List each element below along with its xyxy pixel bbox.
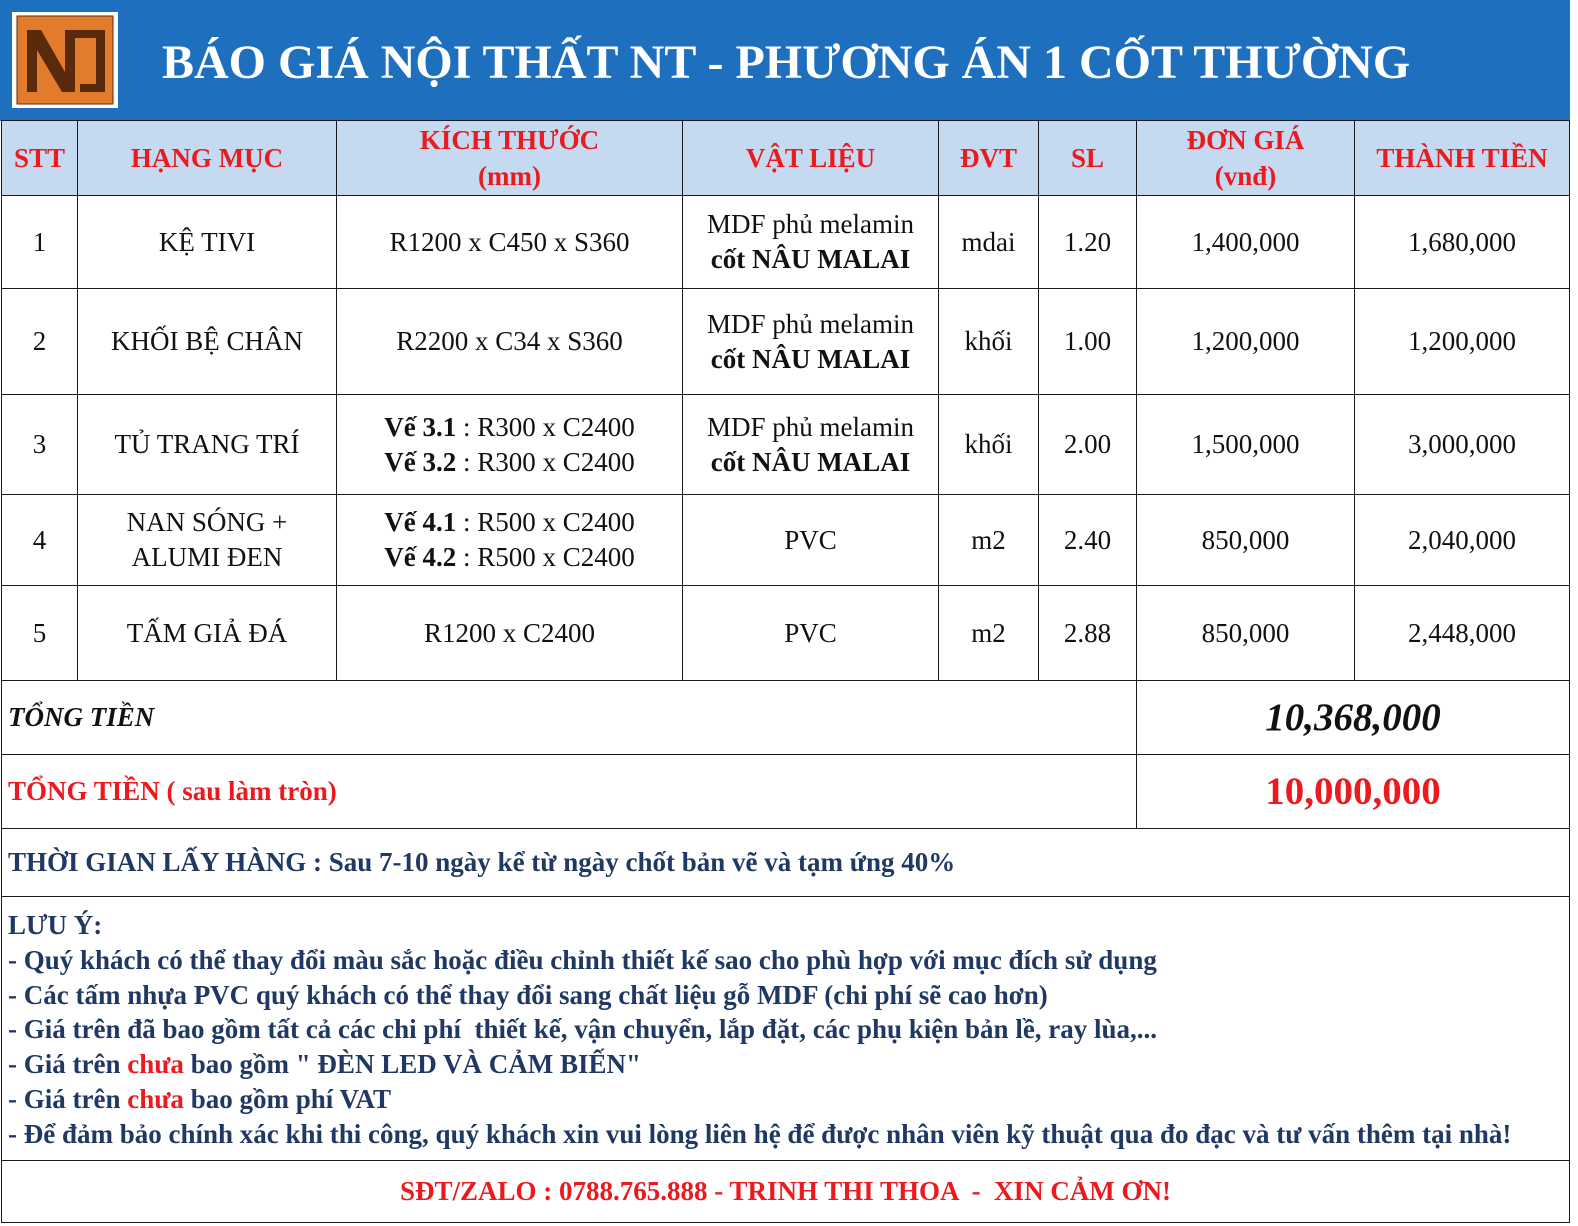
column-header-label: ĐƠN GIÁ	[1186, 125, 1305, 155]
table-header-row	[2, 121, 1570, 196]
cell-material	[683, 395, 939, 495]
cell-size	[337, 586, 683, 681]
page-title: BÁO GIÁ NỘI THẤT NT - PHƯƠNG ÁN 1 CỐT THƯỜNG	[162, 35, 1411, 89]
cell-qty: 2.88	[1039, 586, 1137, 681]
cell-qty: 2.40	[1039, 495, 1137, 586]
cell-amount: 1,680,000	[1355, 196, 1570, 289]
note-line	[8, 1117, 1569, 1152]
material-core-line: cốt NÂU MALAI	[710, 343, 911, 374]
cell-qty: 1.00	[1039, 289, 1137, 395]
material-line: MDF phủ melamin	[707, 411, 914, 442]
size-line	[337, 445, 682, 480]
size-part-value: : R300 x C2400	[462, 446, 635, 477]
size-line: R1200 x C2400	[423, 617, 596, 648]
note-line	[8, 978, 1569, 1013]
cell-amount: 2,448,000	[1355, 586, 1570, 681]
table-row	[2, 289, 1570, 395]
column-header-unit: (mm)	[478, 161, 541, 191]
size-line: R1200 x C450 x S360	[389, 226, 630, 257]
note-line	[8, 943, 1569, 978]
note-line	[8, 1047, 1569, 1082]
note-text: bao gồm " ĐÈN LED VÀ CẢM BIẾN"	[190, 1049, 641, 1080]
cell-stt: 5	[2, 586, 78, 681]
column-header-unit-price	[1137, 121, 1355, 196]
item-name-line: KỆ TIVI	[158, 226, 256, 257]
cell-item-name	[78, 289, 337, 395]
material-line: MDF phủ melamin	[707, 308, 914, 339]
item-name-line: NAN SÓNG +	[126, 507, 288, 537]
size-line	[337, 540, 682, 575]
note-text: - Giá trên	[8, 1083, 121, 1114]
note-text: - Để đảm bảo chính xác khi thi công, quý khách xin vui lòng liên hệ để được nhân viên kỹ thuật qua đo đạc và tư vấn thêm tại nhà!	[8, 1118, 1512, 1149]
note-line	[8, 1012, 1569, 1047]
rounded-total-row	[2, 755, 1570, 829]
size-line	[337, 505, 682, 540]
size-part-label: Vế 3.2	[384, 446, 457, 477]
table-row	[2, 495, 1570, 586]
notes-section	[2, 897, 1570, 1161]
column-header-label: ĐVT	[959, 143, 1017, 173]
cell-item-name	[78, 495, 337, 586]
material-core-line: cốt NÂU MALAI	[710, 446, 911, 477]
table-row	[2, 395, 1570, 495]
cell-unit: m2	[939, 586, 1039, 681]
column-header-label: STT	[13, 143, 66, 173]
cell-unit-price: 850,000	[1137, 495, 1355, 586]
note-text: - Quý khách có thể thay đổi màu sắc hoặc điều chỉnh thiết kế sao cho phù hợp với mục đích sử dụng	[8, 944, 1157, 975]
contact-text: SĐT/ZALO : 0788.765.888 - TRINH THI THOA - XIN CẢM ƠN!	[399, 1176, 1172, 1206]
rounded-total-label: TỔNG TIỀN ( sau làm tròn)	[2, 755, 1137, 829]
material-line: PVC	[784, 524, 837, 555]
total-value: 10,368,000	[1137, 681, 1570, 755]
size-part-value: : R300 x C2400	[462, 411, 635, 442]
cell-qty: 2.00	[1039, 395, 1137, 495]
lead-time-row	[2, 829, 1570, 897]
cell-unit-price: 850,000	[1137, 586, 1355, 681]
cell-unit-price: 1,500,000	[1137, 395, 1355, 495]
size-line	[337, 410, 682, 445]
cell-unit: mdai	[939, 196, 1039, 289]
note-line	[8, 1082, 1569, 1117]
column-header-label: THÀNH TIỀN	[1376, 143, 1548, 173]
cell-item-name	[78, 586, 337, 681]
material-line: MDF phủ melamin	[707, 209, 914, 239]
cell-amount: 3,000,000	[1355, 395, 1570, 495]
cell-stt: 4	[2, 495, 78, 586]
size-part-value: : R500 x C2400	[462, 507, 635, 537]
size-part-value: : R500 x C2400	[462, 542, 635, 572]
column-header-item	[78, 121, 337, 196]
cell-item-name	[78, 395, 337, 495]
cell-material	[683, 586, 939, 681]
note-text: - Giá trên đã bao gồm tất cả các chi phí thiết kế, vận chuyển, lắp đặt, các phụ kiện bản lề, ray lùa,...	[8, 1014, 1158, 1045]
note-text: bao gồm phí VAT	[190, 1083, 392, 1114]
cell-size	[337, 495, 683, 586]
size-part-label: Vế 4.2	[384, 542, 457, 572]
item-name-line: ALUMI ĐEN	[131, 542, 283, 572]
cell-stt: 1	[2, 196, 78, 289]
quotation-table	[1, 120, 1570, 1223]
cell-unit: khối	[939, 289, 1039, 395]
cell-amount: 2,040,000	[1355, 495, 1570, 586]
item-name-line: TỦ TRANG TRÍ	[114, 429, 300, 459]
total-label: TỔNG TIỀN	[2, 681, 1137, 755]
notes-row	[2, 897, 1570, 1161]
table-row	[2, 196, 1570, 289]
cell-size	[337, 196, 683, 289]
column-header-label: SL	[1070, 143, 1105, 173]
cell-stt: 2	[2, 289, 78, 395]
cell-qty: 1.20	[1039, 196, 1137, 289]
column-header-material	[683, 121, 939, 196]
column-header-amount	[1355, 121, 1570, 196]
nt-logo-icon	[12, 12, 118, 108]
cell-size	[337, 395, 683, 495]
cell-item-name	[78, 196, 337, 289]
size-line: R2200 x C34 x S360	[396, 326, 623, 356]
column-header-label: VẬT LIỆU	[745, 143, 876, 173]
item-name-line: TẤM GIẢ ĐÁ	[126, 617, 288, 648]
note-highlight: chưa	[127, 1049, 184, 1080]
cell-unit: m2	[939, 495, 1039, 586]
column-header-label: HẠNG MỤC	[130, 143, 284, 173]
title-banner	[0, 0, 1570, 121]
note-text: - Các tấm nhựa PVC quý khách có thể thay đổi sang chất liệu gỗ MDF (chi phí sẽ cao hơn)	[8, 979, 1048, 1010]
lead-time-text: THỜI GIAN LẤY HÀNG : Sau 7-10 ngày kể từ ngày chốt bản vẽ và tạm ứng 40%	[2, 829, 1570, 897]
size-part-label: Vế 4.1	[384, 507, 457, 537]
cell-material	[683, 289, 939, 395]
cell-unit-price: 1,200,000	[1137, 289, 1355, 395]
material-core-line: cốt NÂU MALAI	[710, 244, 911, 274]
column-header-quantity	[1039, 121, 1137, 196]
cell-unit: khối	[939, 395, 1039, 495]
table-row	[2, 586, 1570, 681]
column-header-size	[337, 121, 683, 196]
note-text: - Giá trên	[8, 1049, 121, 1080]
cell-size	[337, 289, 683, 395]
cell-unit-price: 1,400,000	[1137, 196, 1355, 289]
material-line: PVC	[784, 617, 837, 648]
contact-footer-row	[2, 1161, 1570, 1223]
rounded-total-value: 10,000,000	[1137, 755, 1570, 829]
cell-stt: 3	[2, 395, 78, 495]
cell-amount: 1,200,000	[1355, 289, 1570, 395]
column-header-unit-of-measure	[939, 121, 1039, 196]
note-highlight: chưa	[127, 1083, 184, 1114]
total-row	[2, 681, 1570, 755]
column-header-stt	[2, 121, 78, 196]
notes-title: LƯU Ý:	[8, 910, 103, 940]
column-header-label: KÍCH THƯỚC	[419, 125, 600, 155]
column-header-unit: (vnđ)	[1214, 161, 1277, 191]
item-name-line: KHỐI BỆ CHÂN	[111, 326, 303, 356]
size-part-label: Vế 3.1	[384, 411, 457, 442]
cell-material	[683, 196, 939, 289]
contact-footer	[2, 1161, 1570, 1223]
cell-material	[683, 495, 939, 586]
